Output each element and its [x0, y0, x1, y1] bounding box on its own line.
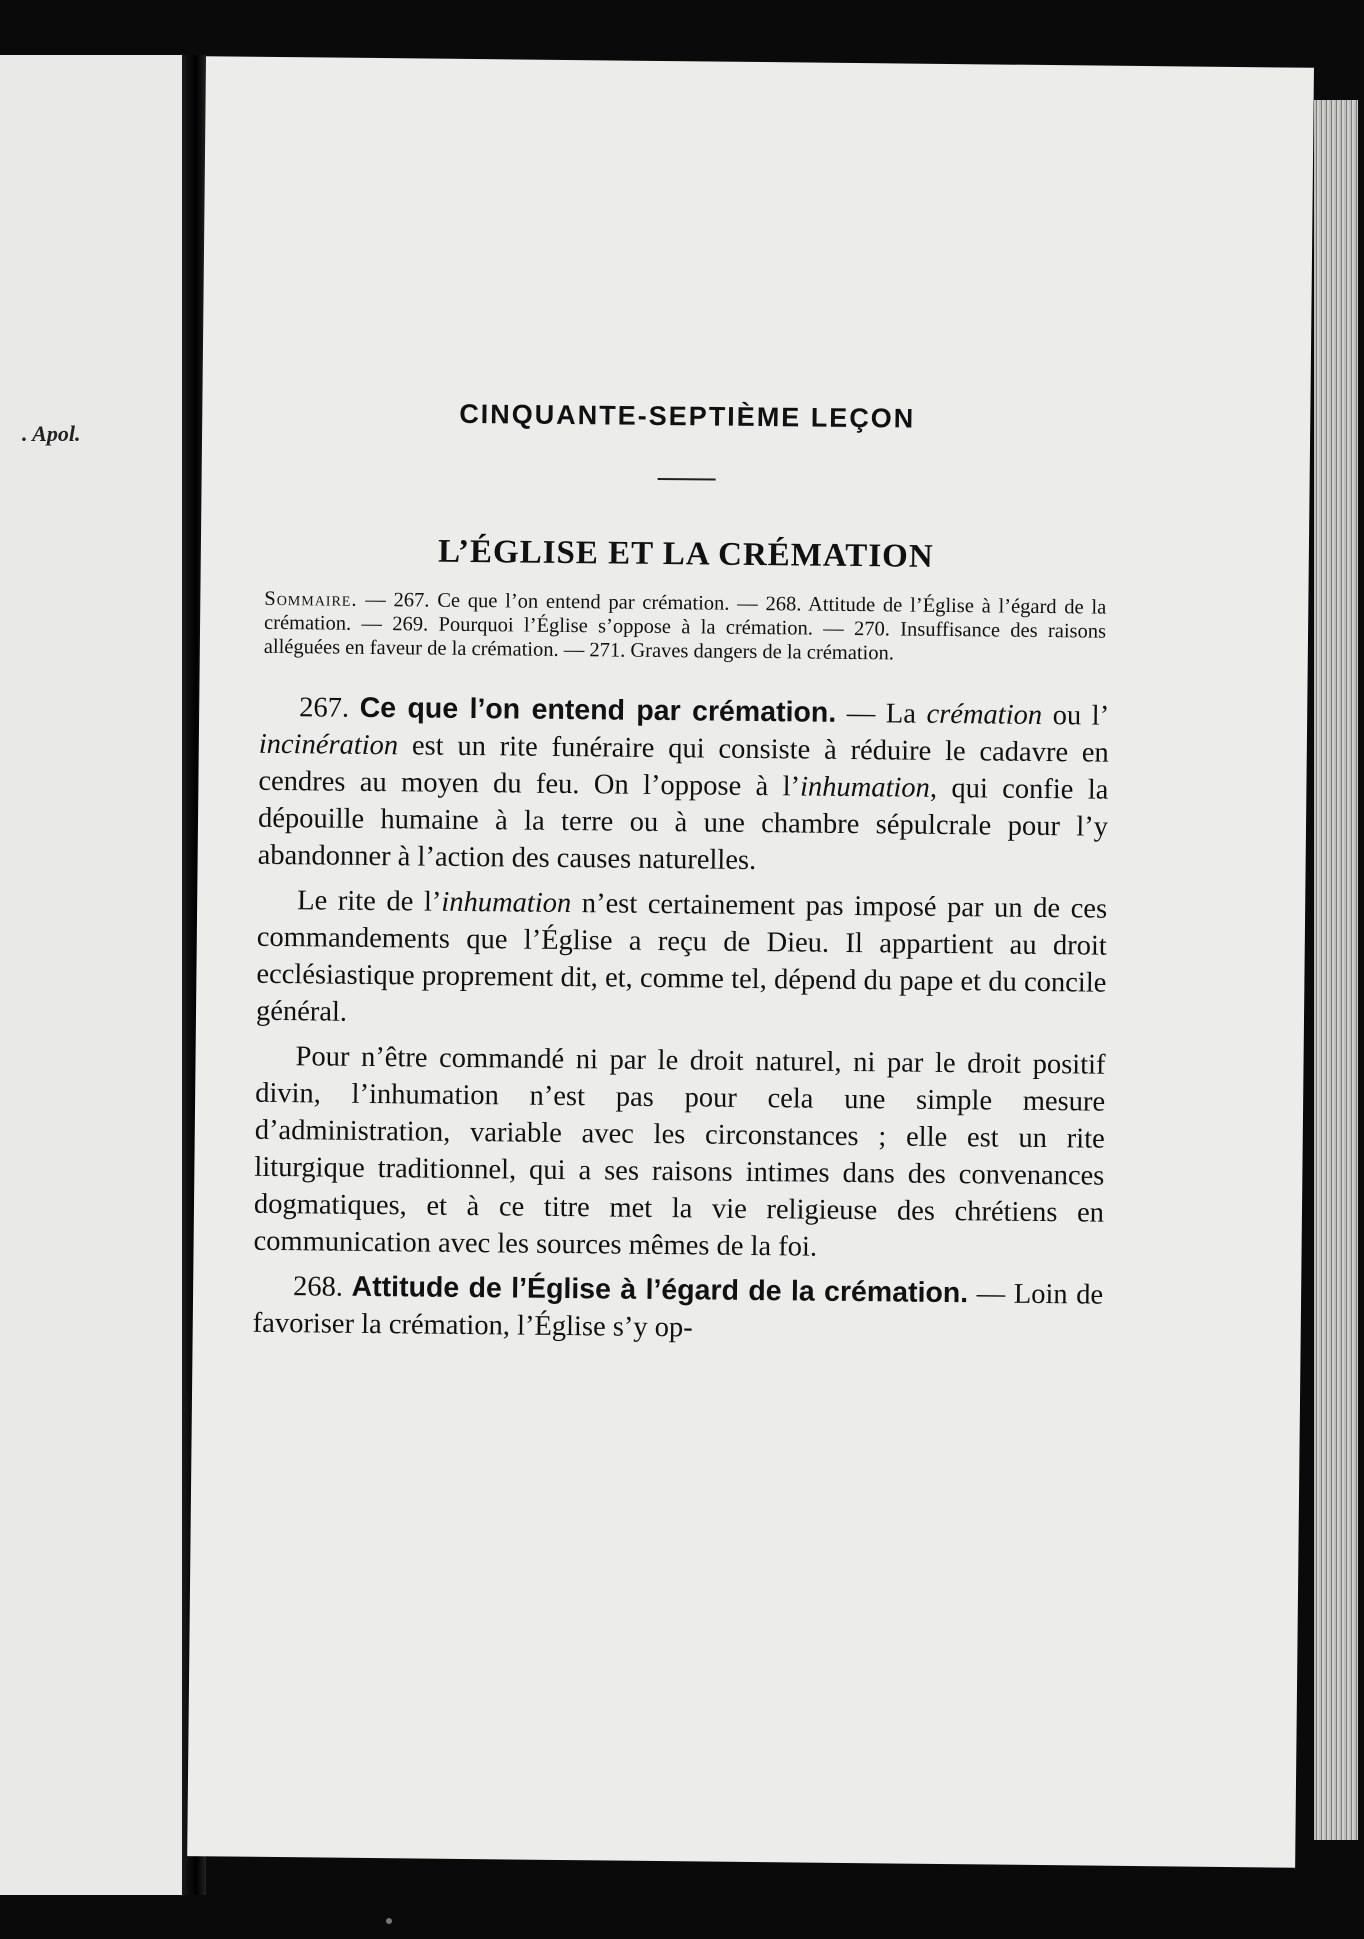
section-number-267: 267. [299, 692, 350, 724]
text-run: Le rite de l’ [297, 885, 442, 918]
text-run: , qui confie la dépouille humaine à la terre ou à une chambre sépulcrale pour l’y abandonner à l’action des causes naturelles. [257, 772, 1109, 877]
text-run: — Loin de favoriser la crémation, l’Église s’y op- [252, 1278, 1104, 1344]
text-run: est un rite funéraire qui consiste à réduire le cadavre en cendres au moyen du feu. On l’oppose à l’ [258, 730, 1109, 803]
term-inhumation: inhumation [441, 886, 572, 920]
chapter-title: L’ÉGLISE ET LA CRÉMATION [437, 533, 934, 575]
text-run: — La [836, 697, 927, 730]
paragraph-267-intro [257, 689, 1109, 883]
summary-label: Sommaire. [264, 587, 358, 611]
term-inhumation: inhumation [799, 771, 931, 804]
section-number-268: 268. [292, 1271, 344, 1303]
right-page [187, 56, 1314, 1868]
title-rule [658, 478, 716, 481]
left-page-edge-text: . Apol. [22, 421, 81, 446]
lesson-title: CINQUANTE-SEPTIÈME LEÇON [459, 398, 916, 434]
term-incineration: incinération [258, 728, 399, 762]
left-page [0, 55, 182, 1895]
section-heading-268: Attitude de l’Église à l’égard de la crémation. [351, 1270, 969, 1310]
paragraph-268-intro [253, 1268, 1104, 1351]
summary-text: — 267. Ce que l’on entend par crémation. — 268. Attitude de l’Église à l’égard de la crémation. — 269. Pourquoi l’Église s’oppose à la crémation. — 270. Insuffisance des raisons alléguées en faveur de la crémation. — 271. Graves dangers de la crémation. [263, 588, 1107, 665]
summary [260, 587, 1111, 668]
term-cremation: crémation [926, 698, 1043, 731]
page-content [253, 397, 1113, 1351]
paragraph-267-third: Pour n’être commandé ni par le droit naturel, ni par le droit positif divin, l’inhumation n’est pas pour cela une simple mesure d’administration, variable avec les circonstances ; elle est un rite liturgique traditionnel, qui a ses raisons intimes dans des convenances dogmatiques, et à ce titre met la vie religieuse des chrétiens en communication avec les sources mêmes de la foi. [253, 1041, 1106, 1263]
page-edges [1314, 100, 1358, 1840]
text-run: n’est certainement pas imposé par un de ces commandements que l’Église a reçu de Dieu. Il appartient au droit ecclésiastique proprement dit, et, comme tel, dépend du pape et du concile général. [255, 888, 1108, 1028]
section-heading-267: Ce que l’on entend par crémation. [359, 691, 837, 729]
text-run: ou l’ [1041, 699, 1110, 732]
paragraph-267-second [256, 882, 1108, 1039]
scan-speck [386, 1918, 392, 1924]
